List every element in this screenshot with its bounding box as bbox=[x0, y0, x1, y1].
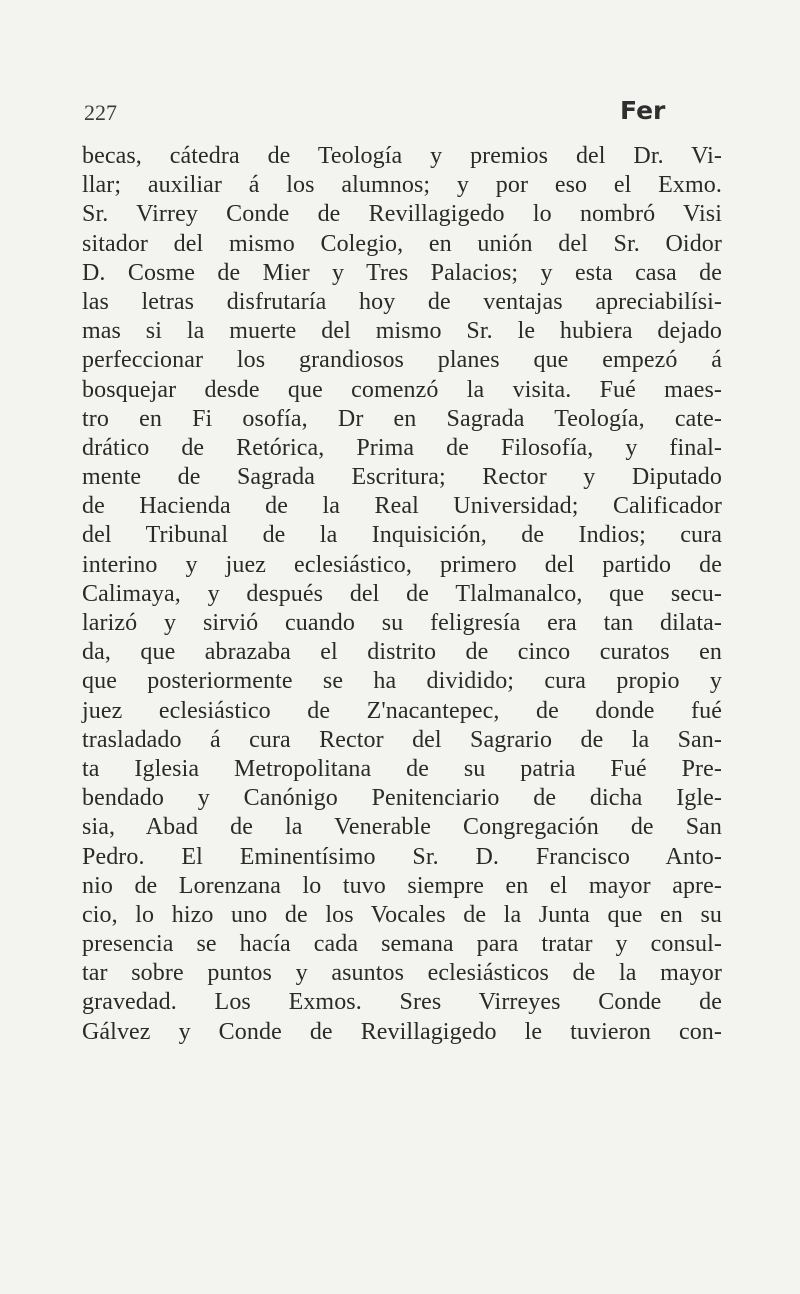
text-line: de Hacienda de la Real Universidad; Calificador bbox=[82, 493, 722, 520]
text-line: da, que abrazaba el distrito de cinco curatos en bbox=[82, 639, 722, 666]
text-line: del Tribunal de la Inquisición, de Indios; cura bbox=[82, 522, 722, 549]
text-line: trasladado á cura Rector del Sagrario de la San- bbox=[82, 726, 722, 753]
text-line: que posteriormente se ha dividido; cura propio y bbox=[82, 668, 722, 695]
text-line: perfeccionar los grandiosos planes que empezó á bbox=[82, 347, 722, 374]
text-line: tar sobre puntos y asuntos eclesiásticos de la mayor bbox=[82, 960, 722, 987]
text-line: mente de Sagrada Escritura; Rector y Diputado bbox=[82, 464, 722, 491]
text-line: ta Iglesia Metropolitana de su patria Fué Pre- bbox=[82, 755, 722, 782]
page-number: 227 bbox=[84, 100, 117, 125]
text-line: Sr. Virrey Conde de Revillagigedo lo nombró Visi bbox=[82, 201, 722, 228]
text-line: sitador del mismo Colegio, en unión del Sr. Oidor bbox=[82, 230, 722, 257]
body-text bbox=[82, 142, 722, 1047]
running-head: Fer bbox=[620, 96, 666, 125]
text-line: becas, cátedra de Teología y premios del Dr. Vi- bbox=[82, 143, 722, 169]
text-line: D. Cosme de Mier y Tres Palacios; y esta casa de bbox=[82, 259, 722, 286]
text-line: larizó y sirvió cuando su feligresía era tan dilata- bbox=[82, 610, 722, 636]
text-line: mas si la muerte del mismo Sr. le hubiera dejado bbox=[82, 318, 722, 345]
text-line: nio de Lorenzana lo tuvo siempre en el mayor apre- bbox=[82, 872, 722, 899]
text-line: sia, Abad de la Venerable Congregación de San bbox=[82, 814, 722, 841]
text-line: cio, lo hizo uno de los Vocales de la Junta que en su bbox=[82, 901, 722, 928]
text-line: Gálvez y Conde de Revillagigedo le tuvieron con- bbox=[82, 1018, 722, 1045]
text-line: tro en Fi osofía, Dr en Sagrada Teología, cate- bbox=[82, 405, 722, 432]
text-line: Pedro. El Eminentísimo Sr. D. Francisco Anto- bbox=[82, 843, 722, 870]
text-line: bendado y Canónigo Penitenciario de dicha Igle- bbox=[82, 785, 722, 812]
text-line: drático de Retórica, Prima de Filosofía, y final- bbox=[82, 434, 722, 461]
text-line: presencia se hacía cada semana para tratar y consul- bbox=[82, 931, 722, 958]
text-line: llar; auxiliar á los alumnos; y por eso el Exmo. bbox=[82, 172, 722, 199]
text-line: interino y juez eclesiástico, primero del partido de bbox=[82, 551, 722, 578]
text-line: bosquejar desde que comenzó la visita. Fué maes- bbox=[82, 376, 722, 403]
text-line: juez eclesiástico de Z'nacantepec, de donde fué bbox=[82, 697, 722, 724]
text-line: gravedad. Los Exmos. Sres Virreyes Conde de bbox=[82, 989, 722, 1016]
text-line: las letras disfrutaría hoy de ventajas apreciabilísi- bbox=[82, 288, 722, 315]
text-line: Calimaya, y después del de Tlalmanalco, que secu- bbox=[82, 580, 722, 607]
